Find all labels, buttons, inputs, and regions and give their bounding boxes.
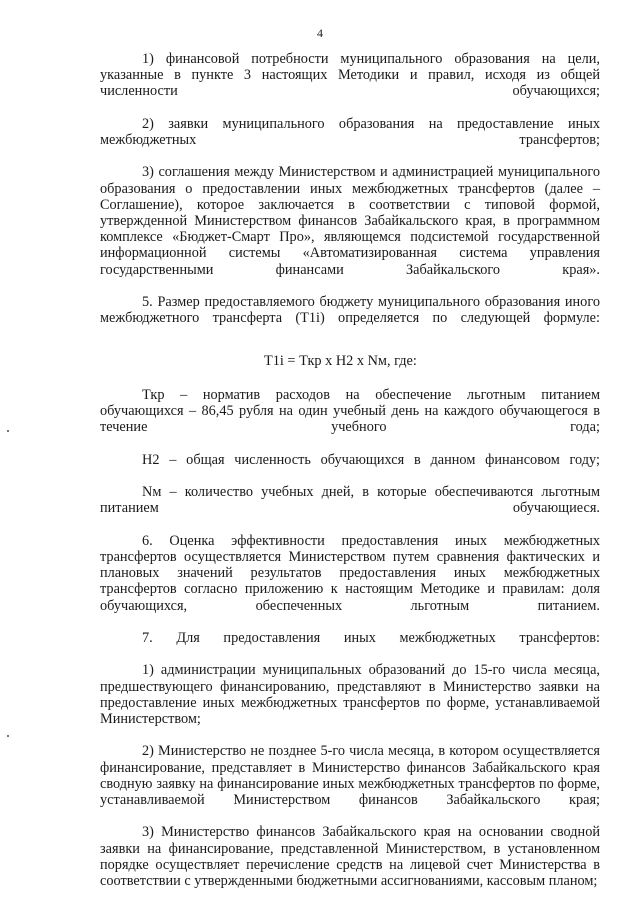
spacer bbox=[100, 369, 600, 387]
paragraph: 6. Оценка эффективности предоставления иных межбюджетных трансфертов осуществляется Министерством путем сравнения фактических и плановых значений результатов предоставления иных межбюджетных трансфертов согласно приложению к настоящим Методике и правилам: доля обучающихся, обеспеченных льготным питанием. bbox=[100, 532, 600, 614]
document-body bbox=[100, 51, 600, 889]
paragraph: 3) Министерство финансов Забайкальского края на основании сводной заявки на финансирование, представленной Министерством, в установленном порядке осуществляет перечисление средств на лицевой счет Министерства в соответствии с утвержденными бюджетными ассигнованиями, кассовым планом; bbox=[100, 824, 600, 889]
page-number: 4 bbox=[317, 26, 323, 40]
paragraph: 7. Для предоставления иных межбюджетных трансфертов: bbox=[142, 629, 600, 646]
paragraph: 2) Министерство не позднее 5-го числа месяца, в котором осуществляется финансирование, представляет в Министерство финансов Забайкальского края сводную заявку на финансирование иных межбюджетных трансфертов по форме, устанавливаемой Министерством финансов Забайкальского края; bbox=[100, 743, 600, 808]
margin-mark bbox=[7, 430, 9, 432]
paragraph: 5. Размер предоставляемого бюджету муниципального образования иного межбюджетного трансферта (Т1i) определяется по следующей формуле: bbox=[100, 294, 600, 327]
formula: Т1i = Ткр х Н2 х Nм, где: bbox=[264, 352, 417, 369]
paragraph: Ткр – норматив расходов на обеспечение льготным питанием обучающихся – 86,45 рубля на один учебный день на каждого обучающегося в течение учебного года; bbox=[100, 386, 600, 436]
paragraph: 1) финансовой потребности муниципального образования на цели, указанные в пункте 3 настоящих Методики и правил, исходя из общей численности обучающихся; bbox=[100, 51, 600, 100]
paragraph: Nм – количество учебных дней, в которые обеспечиваются льготным питанием обучающиеся. bbox=[100, 484, 600, 517]
paragraph: Н2 – общая численность обучающихся в данном финансовом году; bbox=[142, 451, 600, 468]
paragraph: 3) соглашения между Министерством и администрацией муниципального образования о предоставлении иных межбюджетных трансфертов (далее – Соглашение), которое заключается в соответствии с типовой формой, утвержденной Министерством финансов Забайкальского края, в программном комплексе «Бюджет-Смарт Про», являющемся подсистемой государственной информационной системы «Автоматизированная система управления государственными финансами Забайкальского края». bbox=[100, 164, 600, 278]
margin-mark bbox=[7, 735, 9, 737]
paragraph: 2) заявки муниципального образования на предоставление иных межбюджетных трансфертов; bbox=[100, 115, 600, 149]
paragraph: 1) администрации муниципальных образований до 15-го числа месяца, предшествующего финансированию, представляют в Министерство заявки на предоставление иных межбюджетных трансфертов по форме, устанавливаемой Министерством; bbox=[100, 662, 600, 727]
